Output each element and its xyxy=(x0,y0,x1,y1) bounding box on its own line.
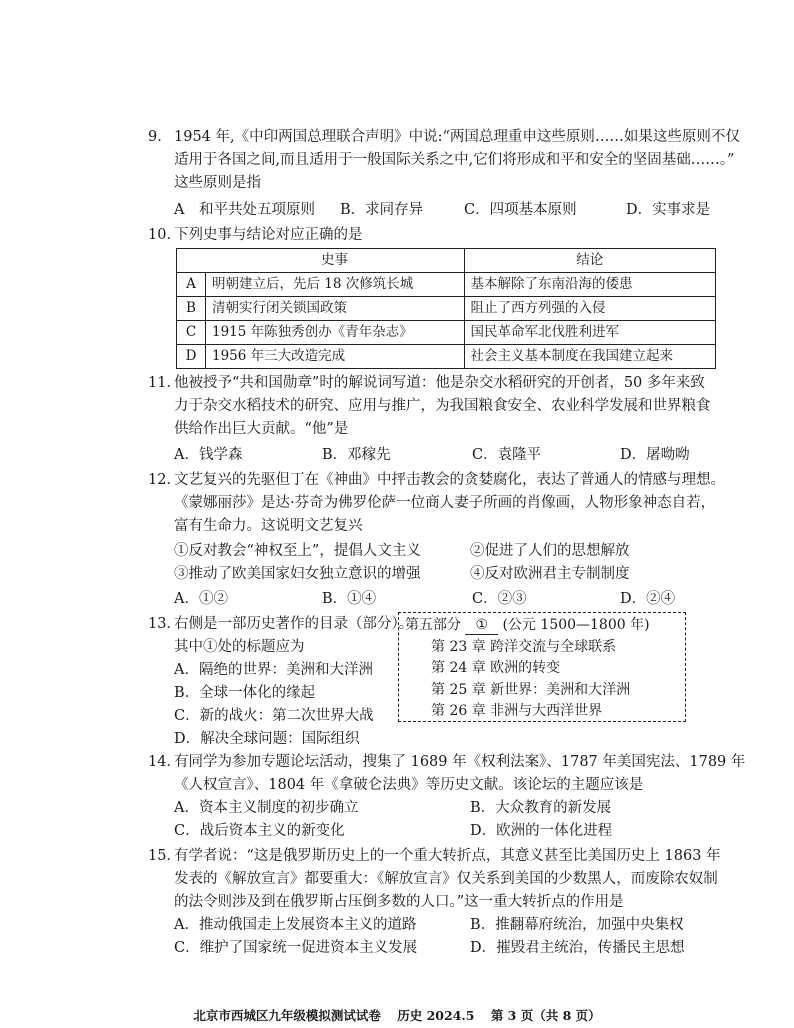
question-text: 《人权宣言》、1804 年《拿破仑法典》等历史文献。该论坛的主题应该是 xyxy=(174,777,644,793)
question-text: 这些原则是指 xyxy=(174,175,261,191)
question-text: 有学者说：“这是俄罗斯历史上的一个重大转折点，其意义甚至比美国历史上 1863 年 xyxy=(174,848,721,864)
statement-2: ②促进了人们的思想解放 xyxy=(470,543,630,559)
option-b: B．全球一体化的缘起 xyxy=(174,685,316,701)
footer-subject: 历史 2024.5 xyxy=(397,1008,475,1023)
table-header-row xyxy=(177,249,716,273)
table-row xyxy=(177,273,716,297)
option-b: B．求同存异 xyxy=(340,202,424,218)
question-number: 13． xyxy=(148,616,181,632)
question-text: 下列史事与结论对应正确的是 xyxy=(174,227,363,243)
toc-part: 第五部分 xyxy=(405,617,461,633)
row-code: A xyxy=(177,273,206,297)
row-conclusion: 基本解除了东南沿海的倭患 xyxy=(464,273,716,297)
option-b: B．①④ xyxy=(322,591,377,607)
options-grid xyxy=(174,914,728,960)
option-d: D．实事求是 xyxy=(626,202,711,218)
row-fact: 1956 年三大改造完成 xyxy=(206,345,465,369)
table-header-blank xyxy=(177,249,206,273)
fact-conclusion-table xyxy=(176,248,716,369)
question-number: 11． xyxy=(148,375,181,391)
question-number: 9． xyxy=(148,129,172,145)
options-row xyxy=(174,444,728,467)
option-a: A．隔绝的世界：美洲和大洋洲 xyxy=(174,662,373,678)
footer-page-number: 第 3 页（共 8 页） xyxy=(490,1008,601,1023)
question-text: 供给作出巨大贡献。“他”是 xyxy=(174,421,349,437)
question-text: 有同学为参加专题论坛活动，搜集了 1689 年《权利法案》、1787 年美国宪法、1789 年 xyxy=(174,754,746,770)
toc-chapter: 第 24 章 欧洲的转变 xyxy=(431,660,561,676)
table-header-conclusion: 结论 xyxy=(464,249,716,273)
options-row xyxy=(174,588,728,611)
page-footer xyxy=(0,1004,794,1027)
option-a: A．①② xyxy=(174,591,228,607)
question-text: 他被授予“共和国勋章”时的解说词写道：他是杂交水稻研究的开创者，50 多年来致 xyxy=(174,375,705,391)
row-fact: 明朝建立后，先后 18 次修筑长城 xyxy=(206,273,465,297)
row-fact: 清朝实行闭关锁国政策 xyxy=(206,297,465,321)
question-13 xyxy=(148,613,728,749)
statements-grid xyxy=(174,540,728,586)
table-row xyxy=(177,297,716,321)
option-c: C．新的战火：第二次世界大战 xyxy=(174,708,374,724)
toc-chapter: 第 26 章 非洲与大西洋世界 xyxy=(431,703,603,719)
option-b: B．推翻幕府统治，加强中央集权 xyxy=(470,917,684,933)
statement-4: ④反对欧洲君主专制制度 xyxy=(470,566,630,582)
question-12 xyxy=(148,469,728,611)
table-row xyxy=(177,321,716,345)
option-d: D．摧毁君主统治，传播民主思想 xyxy=(470,940,685,956)
question-text: 《蒙娜丽莎》是达·芬奇为佛罗伦萨一位商人妻子所画的肖像画，人物形象神态自若， xyxy=(174,495,716,511)
question-text: 富有生命力。这说明文艺复兴 xyxy=(174,518,363,534)
row-code: C xyxy=(177,321,206,345)
option-c: C．战后资本主义的新变化 xyxy=(174,823,345,839)
statement-1: ①反对教会“神权至上”，提倡人文主义 xyxy=(174,543,421,559)
footer-exam-title: 北京市西城区九年级模拟测试试卷 xyxy=(193,1008,381,1023)
question-text: 右侧是一部历史著作的目录（部分）。 xyxy=(174,616,414,632)
option-c: C．维护了国家统一促进资本主义发展 xyxy=(174,940,418,956)
row-code: B xyxy=(177,297,206,321)
toc-chapter: 第 23 章 跨洋交流与全球联系 xyxy=(431,638,617,655)
question-11 xyxy=(148,372,728,467)
row-conclusion: 社会主义基本制度在我国建立起来 xyxy=(464,345,716,369)
option-a: A．推动俄国走上发展资本主义的道路 xyxy=(174,917,417,933)
option-c: C．②③ xyxy=(472,591,527,607)
question-number: 15． xyxy=(148,848,181,864)
question-number: 12． xyxy=(148,472,181,488)
question-text: 文艺复兴的先驱但丁在《神曲》中抨击教会的贪婪腐化，表达了普通人的情感与理想。 xyxy=(174,472,725,488)
question-9 xyxy=(148,126,740,222)
row-fact: 1915 年陈独秀创办《青年杂志》 xyxy=(206,321,465,345)
question-14 xyxy=(148,751,746,843)
question-text: 发表的《解放宣言》都要重大：《解放宣言》仅关系到美国的少数黑人，而废除农奴制 xyxy=(174,871,718,887)
row-conclusion: 阻止了西方列强的入侵 xyxy=(464,297,716,321)
row-code: D xyxy=(177,345,206,369)
exam-page xyxy=(148,126,746,962)
option-d: D．屠呦呦 xyxy=(620,447,690,463)
question-text: 其中①处的标题应为 xyxy=(174,639,305,655)
options-row xyxy=(174,199,728,222)
option-a: A．资本主义制度的初步确立 xyxy=(174,800,359,816)
question-text: 的法令则涉及到在俄罗斯占压倒多数的人口。”这一重大转折点的作用是 xyxy=(174,894,624,910)
question-text: 1954 年,《中印两国总理联合声明》中说:“两国总理重申这些原则……如果这些原则不仅 xyxy=(174,129,740,145)
question-number: 10． xyxy=(148,227,181,243)
toc-period: (公元 1500—1800 年) xyxy=(502,617,650,633)
table-of-contents-box xyxy=(398,612,686,722)
options-grid xyxy=(174,797,728,843)
table-row xyxy=(177,345,716,369)
option-d: D．欧洲的一体化进程 xyxy=(470,823,613,839)
option-d: D．解决全球问题：国际组织 xyxy=(174,731,360,747)
option-d: D．②④ xyxy=(620,591,676,607)
question-10 xyxy=(148,224,728,369)
option-b: B．邓稼先 xyxy=(322,447,391,463)
option-c: C．四项基本原则 xyxy=(464,202,577,218)
option-a: A．钱学森 xyxy=(174,447,243,463)
question-15 xyxy=(148,845,728,960)
statement-3: ③推动了欧美国家妇女独立意识的增强 xyxy=(174,566,421,582)
row-conclusion: 国民革命军北伐胜利进军 xyxy=(464,321,716,345)
option-b: B．大众教育的新发展 xyxy=(470,800,612,816)
question-text: 适用于各国之间,而且适用于一般国际关系之中,它们将形成和平和安全的坚固基础……。” xyxy=(174,152,735,168)
question-text: 力于杂交水稻技术的研究、应用与推广，为我国粮食安全、农业科学发展和世界粮食 xyxy=(174,398,711,414)
question-number: 14． xyxy=(148,754,181,770)
table-header-fact: 史事 xyxy=(206,249,465,273)
toc-part-line xyxy=(405,615,679,637)
option-a: A 和平共处五项原则 xyxy=(174,202,315,218)
toc-chapter: 第 25 章 新世界：美洲和大洋洲 xyxy=(431,681,631,698)
toc-blank: ① xyxy=(465,616,498,635)
option-c: C．袁隆平 xyxy=(472,447,542,463)
